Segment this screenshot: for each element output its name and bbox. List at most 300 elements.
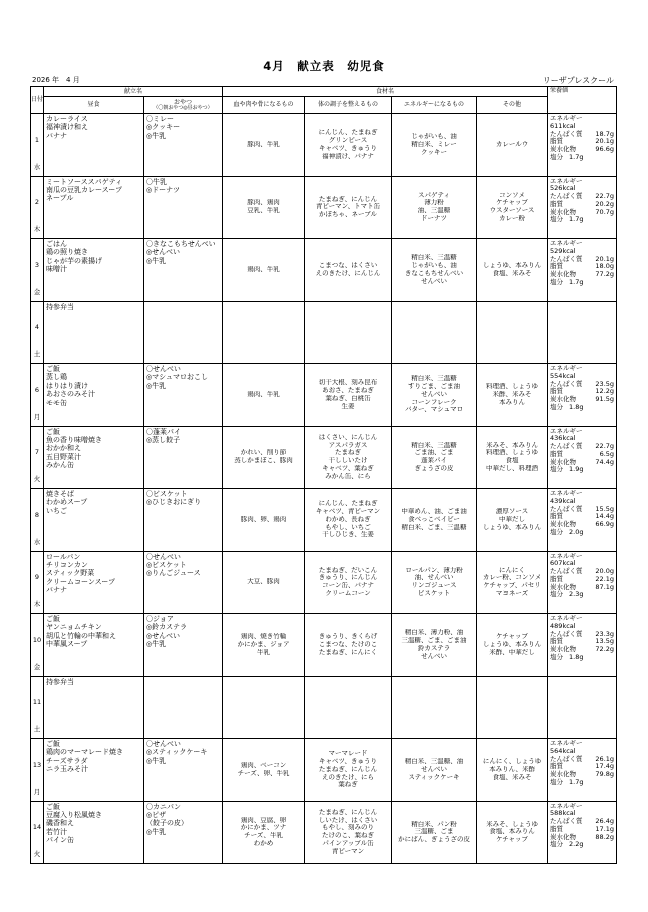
lunch-cell: [44, 301, 144, 364]
blood-line: かれい、削り節: [240, 449, 287, 457]
salt-value: 1.9g: [569, 465, 584, 474]
energy-line: 油、せんべい: [414, 574, 454, 582]
blood-cell: [223, 739, 305, 802]
date-cell: [31, 176, 44, 239]
other-line: 本みりん: [499, 398, 526, 406]
nutrition-cell: [548, 301, 617, 364]
snack-cell: [144, 301, 223, 364]
body-line: キャベツ、きゅうり: [318, 758, 378, 766]
energy-value: 554kcal: [550, 372, 576, 380]
nutrition-cell: [548, 176, 617, 239]
body-line: キャベツ、青ピーマン: [315, 508, 381, 516]
other-line: 食塩、米みそ: [492, 773, 532, 781]
lunch-line: わかめスープ: [46, 498, 88, 507]
menu-row: [31, 801, 617, 864]
energy-line: 油、三温糖: [417, 207, 451, 215]
energy-cell: [392, 614, 477, 677]
date-stack: [31, 180, 43, 234]
blood-cell: [223, 551, 305, 614]
lunch-line: いちご: [46, 506, 67, 515]
salt-value: 1.7g: [569, 277, 584, 286]
energy-line: ごま油、ごま: [414, 449, 454, 457]
energy-value: 489kcal: [550, 622, 576, 630]
fat-label: 脂質: [550, 762, 564, 771]
carb-label: 炭水化物: [550, 207, 577, 216]
carb-label: 炭水化物: [550, 582, 577, 591]
carb-label: 炭水化物: [550, 832, 577, 841]
other-line: カレー粉: [499, 215, 526, 223]
other-line: ケチャップ、パセリ: [483, 582, 541, 590]
snack-cell: [144, 739, 223, 802]
lunch-cell: [44, 489, 144, 552]
other-line: 米酢、米みそ: [492, 390, 532, 398]
date-number: 9: [34, 573, 40, 582]
energy-value: 588kcal: [550, 810, 576, 818]
snack-line: ◎牛乳: [146, 640, 167, 649]
body-line: えのきたけ、にんじん: [315, 269, 381, 277]
other-line: しょうゆ、本みりん: [482, 261, 542, 269]
protein-label: たんぱく質: [550, 817, 583, 826]
energy-value: 607kcal: [550, 560, 576, 568]
blood-line: 鶏肉、豆腐、卵: [240, 816, 287, 824]
salt-label: 塩分: [550, 652, 564, 661]
energy-line: 蓬莱パイ: [421, 457, 448, 465]
nutrition-cell: [548, 489, 617, 552]
snack-line: ◎せんべい: [146, 248, 180, 257]
snack-line: ◎牛乳: [146, 756, 167, 765]
menu-row: [31, 614, 617, 677]
salt-label: 塩分: [550, 777, 564, 786]
body-line: コーン缶、バナナ: [322, 582, 374, 590]
snack-header-label: おやつ: [174, 98, 193, 106]
day-of-week: 火: [33, 475, 41, 484]
lunch-line: 鶏の照り焼き: [46, 248, 88, 257]
snack-line: ◎マシュマロおこし: [146, 373, 208, 382]
salt-row: [550, 216, 614, 224]
body-line: 青ピーマン: [331, 847, 365, 855]
fat-value: 17.4g: [595, 762, 615, 771]
blood-line: 豚肉、鶏肉: [247, 199, 280, 207]
day-of-week: 火: [33, 850, 41, 859]
salt-value: 1.7g: [569, 215, 584, 224]
body-line: キャベツ、きゅうり: [318, 144, 378, 152]
body-line: 生姜: [341, 402, 355, 410]
other-cell: [477, 301, 548, 364]
carb-label: 炭水化物: [550, 270, 577, 279]
date-number: 8: [34, 510, 40, 519]
snack-header: [144, 97, 223, 114]
salt-row: [550, 154, 614, 162]
lunch-line: チーズサラダ: [46, 756, 88, 765]
snack-line: 〇ジョア: [146, 615, 174, 623]
snack-line: ◎ひじきおにぎり: [146, 498, 202, 507]
energy-value: 436kcal: [550, 435, 576, 443]
body-cell: [305, 739, 392, 802]
body-cell: [305, 364, 392, 427]
fat-value: 14.4g: [595, 512, 615, 521]
protein-label: たんぱく質: [550, 504, 583, 513]
lunch-line: ミートソーススパゲティ: [46, 177, 123, 186]
other-line: ケチャップ: [496, 836, 529, 844]
snack-line: 〇せんべい: [146, 552, 181, 561]
other-line: 料理酒、しょうゆ: [486, 449, 539, 457]
snack-line: 〇せんべい: [146, 365, 181, 373]
snack-line: ◎ビスケット: [146, 560, 187, 569]
date-stack: [31, 555, 43, 609]
other-cell: [477, 614, 548, 677]
fat-label: 脂質: [550, 574, 564, 583]
snack-line: ◎クッキー: [146, 123, 181, 132]
lunch-line: パイン缶: [46, 836, 74, 845]
menu-row: [31, 176, 617, 239]
lunch-line: バナナ: [46, 131, 67, 140]
other-line: マヨネーズ: [495, 590, 529, 598]
blood-cell: [223, 114, 305, 177]
energy-cell: [392, 551, 477, 614]
fat-value: 6.5g: [599, 449, 615, 458]
energy-label: エネルギー: [550, 490, 583, 497]
blood-line: わかめ: [253, 840, 274, 848]
date-stack: [31, 118, 43, 172]
other-cell: [477, 239, 548, 302]
body-line: きゅうり、きくらげ: [318, 633, 378, 641]
salt-value: 2.3g: [569, 590, 584, 599]
date-cell: [31, 364, 44, 427]
day-of-week: 水: [33, 162, 41, 171]
body-cell: [305, 301, 392, 364]
energy-value: 564kcal: [550, 747, 576, 755]
energy-line: 精白米、ミレー: [411, 140, 457, 148]
lunch-cell: [44, 739, 144, 802]
salt-label: 塩分: [550, 277, 564, 286]
date-number: 6: [34, 385, 40, 394]
date-stack: [31, 805, 43, 859]
energy-line: スティックケーキ: [408, 773, 460, 781]
body-line: みかん缶、にら: [325, 472, 371, 480]
fat-label: 脂質: [550, 449, 564, 458]
energy-line: すりごま、ごま油: [408, 383, 461, 391]
body-line: あおさ、たまねぎ: [322, 386, 374, 394]
body-line: にんじん、たまねぎ: [318, 129, 378, 137]
protein-label: たんぱく質: [550, 379, 583, 388]
lunch-line: 中華風スープ: [46, 640, 88, 649]
fat-label: 脂質: [550, 137, 564, 146]
body-line: キャベツ、葉ねぎ: [322, 465, 374, 473]
date-cell: [31, 114, 44, 177]
fat-label: 脂質: [550, 387, 564, 396]
body-cell: [305, 426, 392, 489]
body-cell: [305, 176, 392, 239]
snack-line: 〇カニパン: [146, 802, 181, 811]
body-line: わかめ、長ねぎ: [325, 515, 371, 523]
date-cell: [31, 614, 44, 677]
lunch-cell: [44, 426, 144, 489]
protein-value: 20.1g: [595, 254, 615, 263]
menu-row: [31, 489, 617, 552]
other-cell: [477, 801, 548, 864]
energy-line: きなこもちせんべい: [404, 269, 464, 277]
body-line: きゅうり、にんじん: [318, 574, 378, 582]
protein-label: たんぱく質: [550, 442, 583, 451]
nutrition-header: 栄養価: [548, 87, 617, 114]
protein-label: たんぱく質: [550, 254, 583, 263]
body-line: にんじん、たまねぎ: [318, 500, 378, 508]
blood-cell: [223, 239, 305, 302]
snack-header-note: （〇朝おやつ◎昼おやつ）: [153, 104, 213, 111]
salt-value: 1.7g: [569, 152, 584, 161]
body-line: たまねぎ、にんにく: [318, 648, 378, 656]
menu-name-header: 献立名: [44, 87, 223, 97]
energy-cell: [392, 114, 477, 177]
other-line: 食塩、米みそ: [492, 269, 532, 277]
other-line: カレー粉、コンソメ: [482, 574, 542, 582]
protein-value: 23.5g: [595, 379, 615, 388]
other-cell: [477, 364, 548, 427]
other-cell: [477, 426, 548, 489]
body-cell: [305, 614, 392, 677]
nutrition-cell: [548, 551, 617, 614]
body-cell: [305, 551, 392, 614]
carb-label: 炭水化物: [550, 395, 577, 404]
snack-cell: [144, 676, 223, 739]
body-line: 切干大根、刻み昆布: [318, 379, 378, 387]
snack-line: ◎ドーナツ: [146, 185, 181, 194]
lunch-line: カレーライス: [46, 115, 88, 123]
date-stack: [31, 618, 43, 672]
blood-cell: [223, 426, 305, 489]
energy-cell: [392, 239, 477, 302]
snack-line: 〇牛乳: [146, 177, 167, 186]
other-cell: [477, 489, 548, 552]
snack-cell: [144, 489, 223, 552]
date-number: 11: [32, 698, 42, 707]
day-of-week: 金: [33, 287, 41, 296]
lunch-cell: [44, 364, 144, 427]
body-line: かぼちゃ、ネーブル: [319, 211, 377, 219]
body-line: もやし、いちご: [325, 523, 371, 531]
body-line: 葉ねぎ: [338, 781, 358, 789]
fat-label: 脂質: [550, 262, 564, 271]
menu-row: [31, 114, 617, 177]
energy-cell: [392, 426, 477, 489]
lunch-line: ご飯: [46, 615, 60, 623]
salt-row: [550, 841, 614, 849]
body-line: たけのこ、葉ねぎ: [322, 832, 375, 840]
energy-line: 三温糖、ごま、ごま油: [401, 636, 467, 644]
lunch-cell: [44, 551, 144, 614]
nutrition-cell: [548, 364, 617, 427]
protein-label: たんぱく質: [550, 192, 583, 201]
fat-value: 18.0g: [595, 262, 615, 271]
body-cell: [305, 489, 392, 552]
energy-line: 精白米、三温糖: [411, 441, 457, 449]
date-cell: [31, 801, 44, 864]
fat-value: 20.1g: [595, 137, 615, 146]
other-cell: [477, 176, 548, 239]
blood-line: 鶏肉、焼き竹輪: [240, 633, 287, 641]
protein-label: たんぱく質: [550, 129, 583, 138]
energy-label: エネルギー: [550, 427, 583, 435]
carb-label: 炭水化物: [550, 645, 577, 654]
nutrition-cell: [548, 739, 617, 802]
lunch-line: 南瓜の豆乳カレースープ: [46, 185, 122, 194]
body-line: こまつな、はくさい: [318, 261, 378, 269]
date-number: 7: [34, 448, 40, 457]
protein-value: 26.1g: [595, 754, 615, 763]
carb-label: 炭水化物: [550, 770, 577, 779]
fat-label: 脂質: [550, 637, 564, 646]
other-line: カレールウ: [495, 140, 529, 148]
nutrition-cell: [548, 426, 617, 489]
carb-value: 77.2g: [595, 270, 615, 279]
energy-line: 精白米、三温糖: [411, 254, 457, 262]
blood-cell: [223, 676, 305, 739]
snack-cell: [144, 614, 223, 677]
lunch-line: おかか和え: [46, 444, 81, 453]
protein-value: 26.4g: [595, 817, 615, 826]
blood-line: かにかま、ツナ: [240, 824, 287, 832]
body-line: クリームコーン: [325, 590, 371, 598]
nutrition-cell: [548, 614, 617, 677]
date-stack: [31, 243, 43, 297]
body-line: 葉ねぎ、白桃缶: [325, 394, 371, 402]
energy-line: ぎょうざの皮: [414, 465, 454, 473]
energy-label: エネルギー: [550, 177, 583, 185]
body-line: 干しひじき、生姜: [322, 531, 374, 539]
body-cell: [305, 114, 392, 177]
snack-cell: [144, 801, 223, 864]
other-cell: [477, 114, 548, 177]
body-line: アスパラガス: [328, 441, 368, 449]
other-line: 食塩: [505, 457, 519, 465]
lunch-line: クリームコーンスープ: [46, 577, 115, 586]
snack-line: ◎牛乳: [146, 131, 167, 140]
lunch-line: 蒸し鶏: [46, 373, 67, 382]
lunch-line: バナナ: [46, 586, 67, 595]
date-header: 日付: [31, 87, 44, 114]
energy-header: エネルギーになるもの: [392, 97, 477, 114]
salt-label: 塩分: [550, 590, 564, 599]
lunch-line: ごはん: [46, 240, 67, 248]
other-line: コンソメ: [499, 191, 525, 199]
snack-line: ◎せんべい: [146, 631, 180, 640]
other-line: 料理酒、しょうゆ: [486, 383, 539, 391]
date-number: 10: [32, 635, 42, 644]
energy-line: コーンフレーク: [411, 398, 457, 406]
blood-cell: [223, 489, 305, 552]
date-stack: [31, 305, 43, 359]
salt-row: [550, 779, 614, 787]
snack-cell: [144, 239, 223, 302]
energy-cell: [392, 739, 477, 802]
other-cell: [477, 676, 548, 739]
protein-label: たんぱく質: [550, 754, 583, 763]
date-cell: [31, 489, 44, 552]
carb-value: 91.5g: [595, 395, 615, 404]
body-line: こまつな、たけのこ: [318, 640, 378, 648]
lunch-line: スティック野菜: [46, 569, 95, 578]
protein-value: 23.3g: [595, 629, 615, 638]
lunch-line: 豆腐入り松風焼き: [46, 810, 102, 819]
salt-row: [550, 591, 614, 599]
menu-row: [31, 301, 617, 364]
blood-line: 大豆、豚肉: [247, 578, 280, 586]
year-month: 2026 年 4 月: [32, 76, 80, 84]
blood-line: 豚肉、卵、鶏肉: [240, 515, 287, 523]
body-line: 青ピーマン、トマト缶: [315, 203, 381, 211]
nutrition-cell: [548, 239, 617, 302]
date-stack: [31, 493, 43, 547]
menu-row: [31, 364, 617, 427]
carb-value: 79.8g: [595, 770, 615, 779]
salt-row: [550, 404, 614, 412]
protein-label: たんぱく質: [550, 567, 583, 576]
energy-label: エネルギー: [550, 115, 583, 122]
energy-label: エネルギー: [550, 552, 583, 560]
day-of-week: 金: [33, 662, 41, 671]
ingredients-header: 食材名: [223, 87, 548, 97]
day-of-week: 水: [33, 537, 41, 546]
body-line: しいたけ、はくさい: [318, 816, 378, 824]
carb-label: 炭水化物: [550, 145, 577, 154]
carb-label: 炭水化物: [550, 457, 577, 466]
date-number: 1: [34, 135, 40, 144]
blood-line: 豆乳、牛乳: [247, 207, 280, 215]
lunch-line: 魚の香り味噌焼き: [46, 435, 102, 444]
carb-value: 66.9g: [595, 520, 615, 529]
other-line: しょうゆ、本みりん: [482, 523, 542, 531]
body-line: もやし、刻みのり: [322, 824, 375, 832]
snack-line: ◎蒸し餃子: [146, 435, 181, 444]
body-line: たまねぎ、にんじん: [318, 765, 378, 773]
lunch-cell: [44, 801, 144, 864]
snack-line: ◎りんごジュース: [146, 569, 201, 578]
page-title: 4月 献立表 幼児食: [263, 59, 385, 73]
snack-line: 〇ビスケット: [146, 490, 188, 498]
fat-value: 20.2g: [595, 199, 615, 208]
salt-label: 塩分: [550, 465, 564, 474]
energy-cell: [392, 301, 477, 364]
lunch-line: ご飯: [46, 427, 60, 436]
energy-line: せんべい: [421, 652, 447, 660]
school-name: リーザプレスクール: [542, 76, 614, 85]
salt-label: 塩分: [550, 215, 564, 224]
lunch-cell: [44, 614, 144, 677]
salt-row: [550, 466, 614, 474]
lunch-line: 福神漬け和え: [46, 123, 88, 132]
other-line: しょうゆ、本みりん: [482, 640, 542, 648]
energy-label: エネルギー: [550, 615, 583, 622]
salt-label: 塩分: [550, 840, 564, 849]
blood-cell: [223, 301, 305, 364]
fat-label: 脂質: [550, 512, 564, 521]
energy-label: エネルギー: [550, 802, 583, 810]
lunch-line: チリコンカン: [46, 560, 88, 569]
snack-line: ◎ピザ: [146, 810, 167, 819]
menu-row: [31, 676, 617, 739]
date-stack: [31, 743, 43, 797]
energy-line: スパゲティ: [418, 191, 450, 199]
date-stack: [31, 368, 43, 422]
energy-line: せんべい: [421, 277, 447, 285]
menu-row: [31, 239, 617, 302]
body-line: 干ししいたけ: [328, 457, 368, 465]
protein-value: 15.5g: [595, 504, 615, 513]
lunch-line: 若竹汁: [46, 827, 67, 836]
other-line: 中華だし: [499, 515, 526, 523]
date-cell: [31, 551, 44, 614]
date-stack: [31, 430, 43, 484]
